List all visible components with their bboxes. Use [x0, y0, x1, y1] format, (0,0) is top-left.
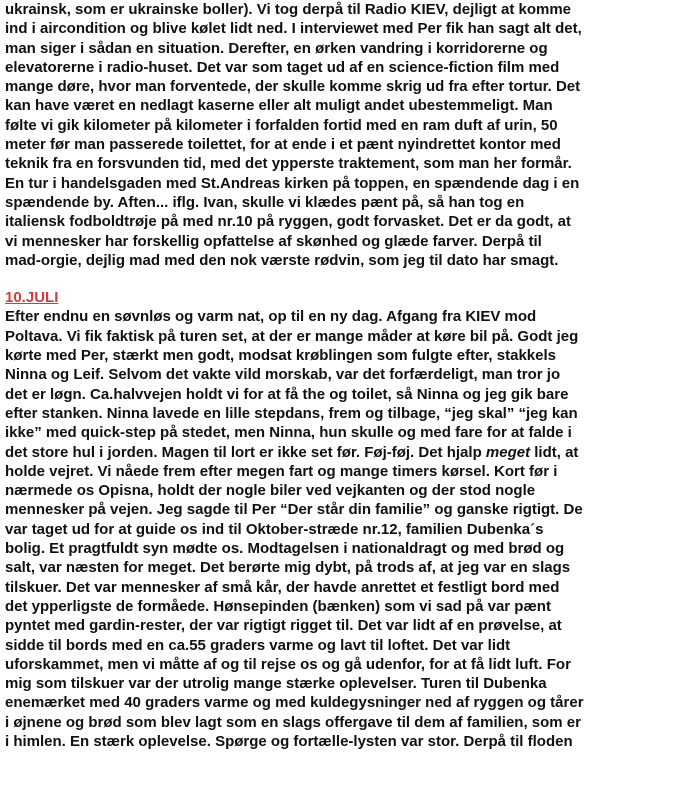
- text-segment: det store hul i jorden. Magen til lort er ikke set før. Føj-føj. Det hjalp: [5, 443, 486, 461]
- text-segment: lidt, at: [530, 443, 579, 461]
- text-line-with-emphasis: [5, 443, 677, 462]
- text-line: det er løgn. Ca.halvvejen holdt vi for at få the og toilet, så Ninna og jeg gik bare: [5, 385, 569, 403]
- paragraph-july-10: [5, 307, 677, 751]
- text-line: En tur i handelsgaden med St.Andreas kirken på toppen, en spændende dag i en: [5, 174, 580, 192]
- paragraph-gap: [5, 270, 677, 288]
- text-line: sidde til bords med en ca.55 graders varme og lavt til loftet. Det var lidt: [5, 636, 511, 654]
- text-line: Ninna og Leif. Selvom det vakte vild morskab, var det forfærdeligt, man tror jo: [5, 366, 561, 384]
- text-line: kan have været en nedlagt kaserne eller alt muligt andet ubestemmeligt. Man: [5, 97, 553, 115]
- paragraph-kiev-day: [5, 0, 677, 270]
- date-heading: 10.JULI: [5, 289, 59, 307]
- text-line: Efter endnu en søvnløs og varm nat, op til en ny dag. Afgang fra KIEV mod: [5, 308, 537, 326]
- text-line: mad-orgie, dejlig mad med den nok værste rødvin, som jeg til dato har smagt.: [5, 251, 559, 269]
- text-line: mennesker på vejen. Jeg sagde til Per “Der står din familie” og ganske rigtigt. De: [5, 501, 583, 519]
- text-line: uforskammet, men vi måtte af og til rejse os og gå udenfor, for at få lidt luft. For: [5, 655, 571, 673]
- text-line: elevatorerne i radio-huset. Det var som taget ud af en science-fiction film med: [5, 58, 560, 76]
- text-line: ind i aircondition og blive kølet lidt ned. I interviewet med Per fik han sagt alt det,: [5, 20, 582, 38]
- text-line: meter før man passerede toilettet, for at ende i et pænt nyindrettet kontor med: [5, 136, 561, 154]
- emphasized-word: meget: [485, 443, 531, 461]
- text-line: vi mennesker har forskellig opfattelse af skønhed og glæde farver. Derpå til: [5, 232, 542, 250]
- document-page: [5, 0, 677, 800]
- text-line: følte vi gik kilometer på kilometer i forfalden fortid med en ram duft af urin, 50: [5, 116, 558, 134]
- text-line: salt, var næsten for meget. Det berørte mig dybt, på trods af, at jeg var en slags: [5, 559, 571, 577]
- text-line: spændende by. Aften... iflg. Ivan, skulle vi klædes pænt på, så han tog en: [5, 193, 525, 211]
- text-line: italiensk fodboldtrøje på med nr.10 på ryggen, godt forvasket. Det er da godt, at: [5, 213, 571, 231]
- text-line: det ypperligste de formåede. Hønsepinden (bænken) som vi sad på var pænt: [5, 597, 551, 615]
- text-line: Poltava. Vi fik faktisk på turen set, at der er mange måder at køre bil på. Godt jeg: [5, 327, 579, 345]
- text-line: man siger i sådan en situation. Derefter, en ørken vandring i korridorerne og: [5, 39, 548, 57]
- text-line: nærmede os Opisna, holdt der nogle biler ved vejkanten og der stod nogle: [5, 482, 536, 500]
- text-line: var taget ud for at guide os ind til Oktober-stræde nr.12, familien Dubenka´s: [5, 520, 544, 538]
- text-line: pyntet med gardin-rester, der var rigtigt rigget til. Det var lidt af en prøvelse, at: [5, 617, 562, 635]
- text-line: holde vejret. Vi nåede frem efter megen fart og mange timers kørsel. Kort før i: [5, 462, 558, 480]
- text-line: bolig. Et pragtfuldt syn mødte os. Modtagelsen i nationaldragt og med brød og: [5, 540, 565, 558]
- text-line: i himlen. En stærk oplevelse. Spørge og fortælle-lysten var stor. Derpå til floden: [5, 732, 573, 750]
- text-line: ukrainsk, som er ukrainske boller). Vi tog derpå til Radio KIEV, dejligt at komme: [5, 1, 572, 18]
- text-line: i øjnene og brød som blev lagt som en slags offergave til dem af familien, som er: [5, 713, 581, 731]
- text-line: kørte med Per, stærkt men godt, modsat krøblingen som fulgte efter, stakkels: [5, 347, 556, 365]
- text-line: mig som tilskuer var der utrolig mange stærke oplevelser. Turen til Dubenka: [5, 675, 547, 693]
- text-line: enemærket med 40 graders varme og med kuldegysninger ned af ryggen og tårer: [5, 694, 584, 712]
- text-line: mange døre, hvor man forventede, der skulle komme skrig ud fra efter tortur. Det: [5, 78, 581, 96]
- text-line: teknik fra en forsvunden tid, med det ypperste traktement, som man her formår.: [5, 155, 572, 173]
- text-line: ikke” med quick-step på stedet, men Ninna, hun skulle og med fare for at falde i: [5, 424, 572, 442]
- text-line: efter stanken. Ninna lavede en lille stepdans, frem og tilbage, “jeg skal” “jeg kan: [5, 404, 578, 422]
- text-line: tilskuer. Det var mennesker af små kår, der havde anrettet et festligt bord med: [5, 578, 560, 596]
